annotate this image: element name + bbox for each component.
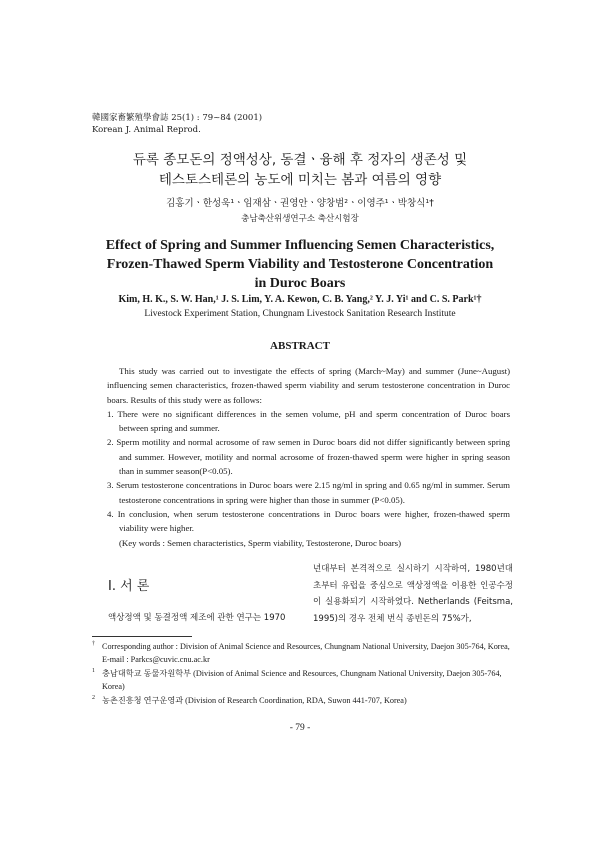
footnote-text: Corresponding author : Division of Animal Science and Resources, Chungnam National University, Daejon 305-764, Korea, E-mail : Parkcs@cuvic.cnu.ac.kr bbox=[102, 642, 510, 664]
section-heading-introduction: Ⅰ. 서 론 bbox=[108, 579, 150, 594]
abstract-result-item: 3. Serum testosterone concentrations in Duroc boars were 2.15 ng/ml in spring and 0.65 ng/ml in summer. Serum testosterone concentrations in spring were higher than those in summer (P<0.05). bbox=[107, 480, 510, 505]
korean-authors: 김홍기ㆍ한성욱¹ㆍ임재삼ㆍ권영안ㆍ양창범²ㆍ이영주¹ㆍ박창식¹† bbox=[166, 198, 434, 209]
footnote-1 bbox=[92, 667, 512, 693]
journal-citation bbox=[92, 112, 262, 136]
abstract-intro: This study was carried out to investigate the effects of spring (March~May) and summer (June~August) influencing semen characteristics, frozen-thawed sperm viability and serum testosterone concentration in Duroc boars. Results of this study were as follows: bbox=[107, 366, 510, 405]
footnote-divider bbox=[92, 636, 192, 637]
footnote-mark: † bbox=[92, 641, 95, 647]
abstract-result-item: 1. There were no significant differences in the semen volume, pH and sperm concentration of Duroc boars between spring and summer. bbox=[107, 408, 510, 434]
english-authors: Kim, H. K., S. W. Han,¹ J. S. Lim, Y. A. Kewon, C. B. Yang,² Y. J. Yi¹ and C. S. Park¹† bbox=[118, 294, 482, 305]
footnote-mark: 2 bbox=[92, 695, 95, 701]
english-title bbox=[0, 236, 600, 293]
footnote-mark: 1 bbox=[92, 668, 95, 674]
korean-title bbox=[0, 150, 600, 190]
intro-right-text: 년대부터 본격적으로 실시하기 시작하여, 1980년대 초부터 유럽을 중심으로 액상정액을 이용한 인공수정이 실용화되기 시작하였다. Netherlands (Feitsma, 1995)의 경우 전체 번식 종빈돈의 75%가, bbox=[313, 564, 513, 624]
footnotes bbox=[92, 640, 512, 708]
korean-affiliation: 충남축산위생연구소 축산시험장 bbox=[241, 214, 359, 224]
english-title-line1: Effect of Spring and Summer Influencing Semen Characteristics, bbox=[105, 238, 495, 253]
english-title-line3: in Duroc Boars bbox=[254, 276, 346, 291]
page-number: - 79 - bbox=[289, 723, 311, 733]
intro-right-column bbox=[313, 561, 513, 627]
korean-title-line2: 테스토스테론의 농도에 미치는 봄과 여름의 영향 bbox=[158, 172, 442, 188]
journal-line-english: Korean J. Animal Reprod. bbox=[92, 125, 201, 135]
abstract-results-list bbox=[107, 407, 510, 536]
intro-left-column: 액상정액 및 동결정액 제조에 관한 연구는 1970 bbox=[108, 613, 286, 623]
footnote-text: 농촌진흥청 연구운영과 (Division of Research Coordination, RDA, Suwon 441-707, Korea) bbox=[102, 696, 407, 705]
abstract-result-item: 4. In conclusion, when serum testosterone concentrations in Duroc boars were higher, frozen-thawed sperm viability were higher. bbox=[107, 508, 510, 534]
korean-title-line1: 듀록 종모돈의 정액성상, 동결ㆍ융해 후 정자의 생존성 및 bbox=[132, 152, 468, 168]
footnote-2 bbox=[92, 694, 512, 707]
journal-line-korean: 韓國家畜繁殖學會誌 25(1) : 79~84 (2001) bbox=[92, 113, 263, 123]
footnote-corresponding bbox=[92, 640, 512, 666]
english-title-line2: Frozen-Thawed Sperm Viability and Testosterone Concentration bbox=[106, 257, 494, 272]
abstract-body bbox=[107, 364, 510, 550]
keywords: (Key words : Semen characteristics, Sperm viability, Testosterone, Duroc boars) bbox=[119, 537, 402, 548]
english-affiliation: Livestock Experiment Station, Chungnam Livestock Sanitation Research Institute bbox=[144, 309, 456, 319]
footnote-text: 충남대학교 동물자원학부 (Division of Animal Science and Resources, Chungnam National University, Daejon 305-764, Korea) bbox=[102, 669, 502, 691]
abstract-heading: ABSTRACT bbox=[270, 340, 330, 352]
abstract-result-item: 2. Sperm motility and normal acrosome of raw semen in Duroc boars did not differ significantly between spring and summer. However, motility and normal acrosome of frozen-thawed sperm were higher in spring season than in summer season(P<0.05). bbox=[107, 437, 510, 477]
